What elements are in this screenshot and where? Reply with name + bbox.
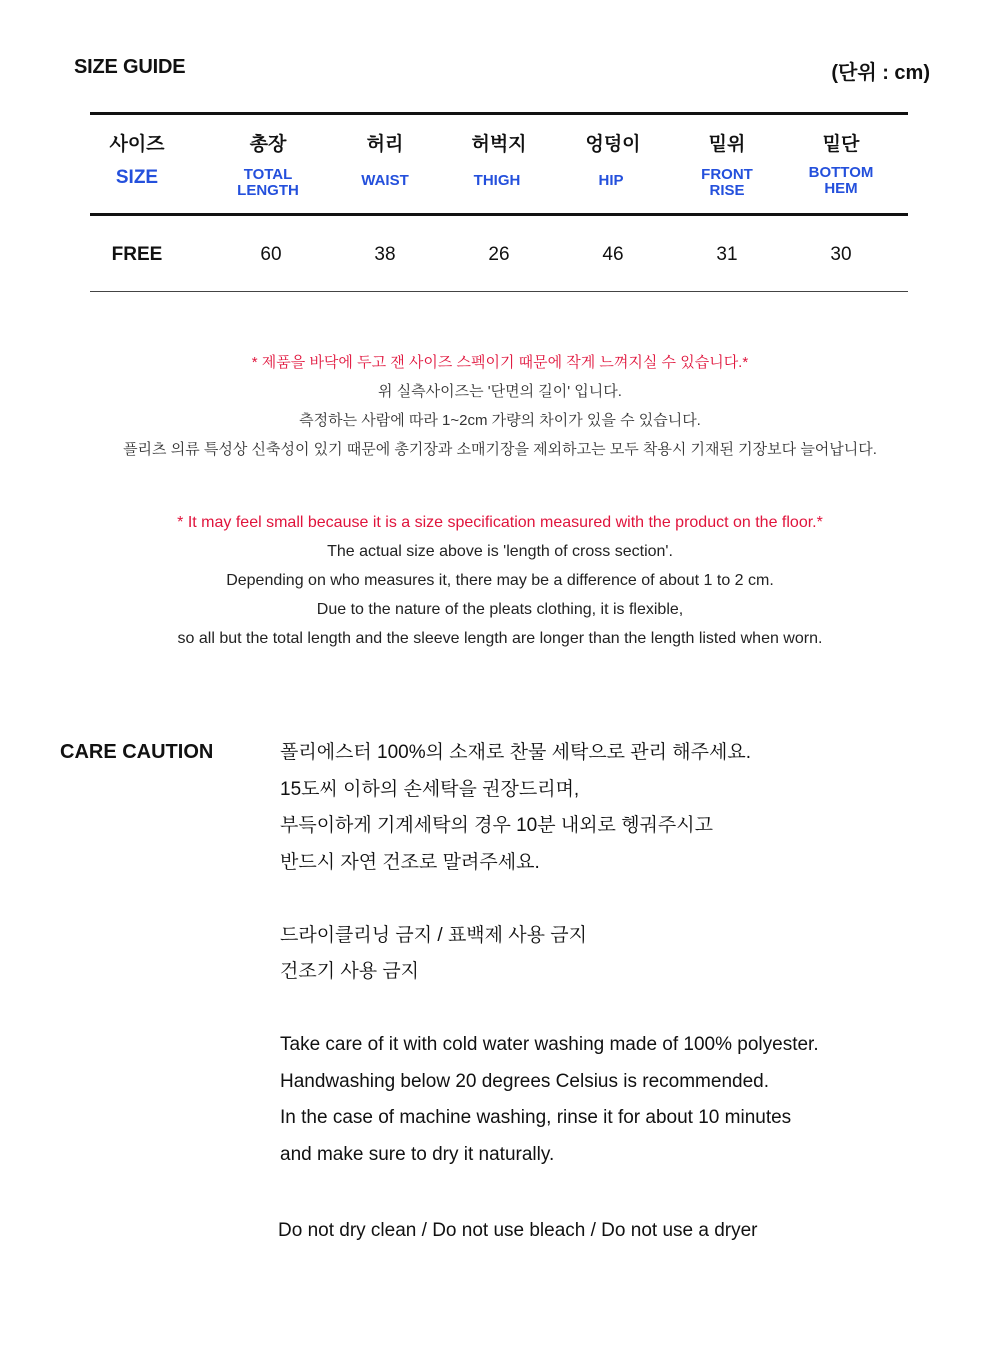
note-line: 측정하는 사람에 따라 1~2cm 가량의 차이가 있을 수 있습니다. xyxy=(299,412,701,429)
col-header-en: FRONT RISE xyxy=(701,166,753,199)
col-header-en: BOTTOM HEM xyxy=(808,164,874,197)
page-title: SIZE GUIDE xyxy=(74,56,186,78)
col-header-en: THIGH xyxy=(473,172,521,189)
table-cell-hip: 46 xyxy=(602,244,624,265)
care-caution-label: CARE CAUTION xyxy=(60,741,214,763)
care-spacer xyxy=(280,991,980,1028)
col-header-hip xyxy=(553,131,673,189)
table-header-rule xyxy=(90,213,908,216)
note-line: so all but the total length and the sleeve length are longer than the length listed when worn. xyxy=(177,630,823,647)
care-line: In the case of machine washing, rinse it for about 10 minutes xyxy=(280,1107,792,1128)
care-line: 드라이클리닝 금지 / 표백제 사용 금지 xyxy=(280,924,587,946)
care-line: Take care of it with cold water washing made of 100% polyester. xyxy=(280,1034,819,1055)
note-line: * 제품을 바닥에 두고 잰 사이즈 스펙이기 때문에 작게 느껴지실 수 있습니다.* xyxy=(251,354,749,371)
care-instructions xyxy=(280,735,980,1173)
care-line: 폴리에스터 100%의 소재로 찬물 세탁으로 관리 해주세요. xyxy=(280,742,751,763)
care-line: 15도씨 이하의 손세탁을 권장드리며, xyxy=(280,778,580,800)
col-header-size xyxy=(77,131,197,189)
notes-english xyxy=(0,508,1000,653)
care-line: 반드시 자연 건조로 말려주세요. xyxy=(280,851,540,873)
table-cell-total-length: 60 xyxy=(260,244,282,265)
table-cell-thigh: 26 xyxy=(488,244,510,265)
note-line: 플리츠 의류 특성상 신축성이 있기 때문에 총기장과 소매기장을 제외하고는 모두 착용시 기재된 기장보다 늘어납니다. xyxy=(123,441,877,458)
col-header-ko: 밑위 xyxy=(708,134,746,155)
care-prohibitions-en: Do not dry clean / Do not use bleach / Do not use a dryer xyxy=(278,1220,758,1241)
note-line: The actual size above is 'length of cross section'. xyxy=(327,543,673,560)
col-header-waist xyxy=(325,131,445,189)
col-header-front-rise xyxy=(667,131,787,199)
care-line: 건조기 사용 금지 xyxy=(280,961,420,982)
table-bottom-rule xyxy=(90,291,908,292)
col-header-en: SIZE xyxy=(115,167,159,188)
note-line: Depending on who measures it, there may be a difference of about 1 to 2 cm. xyxy=(226,572,774,589)
note-line: Due to the nature of the pleats clothing, it is flexible, xyxy=(316,601,684,618)
note-line: 위 실측사이즈는 '단면의 길이' 입니다. xyxy=(378,383,622,400)
col-header-ko: 밑단 xyxy=(822,134,860,155)
col-header-ko: 엉덩이 xyxy=(585,134,641,155)
col-header-ko: 사이즈 xyxy=(109,134,165,155)
col-header-bottom-hem xyxy=(781,131,901,197)
unit-label: (단위 : cm) xyxy=(831,62,930,84)
care-spacer xyxy=(280,881,980,918)
col-header-ko: 허벅지 xyxy=(471,134,527,155)
notes-korean xyxy=(0,348,1000,464)
note-line: * It may feel small because it is a size specification measured with the product on the floor.* xyxy=(177,514,823,531)
col-header-ko: 허리 xyxy=(366,134,404,155)
col-header-thigh xyxy=(439,131,559,189)
col-header-total-length xyxy=(208,131,328,199)
table-top-rule xyxy=(90,112,908,115)
care-line: Handwashing below 20 degrees Celsius is recommended. xyxy=(280,1070,769,1092)
table-cell-bottom-hem: 30 xyxy=(830,244,852,265)
col-header-en: HIP xyxy=(598,172,624,189)
col-header-en: WAIST xyxy=(361,172,409,189)
care-line: and make sure to dry it naturally. xyxy=(280,1143,555,1165)
care-line: 부득이하게 기계세탁의 경우 10분 내외로 헹궈주시고 xyxy=(280,815,713,836)
table-cell-front-rise: 31 xyxy=(716,244,738,265)
table-cell-size: FREE xyxy=(111,244,163,265)
table-cell-waist: 38 xyxy=(374,244,396,265)
col-header-en: TOTAL LENGTH xyxy=(237,166,299,199)
col-header-ko: 총장 xyxy=(249,134,287,155)
